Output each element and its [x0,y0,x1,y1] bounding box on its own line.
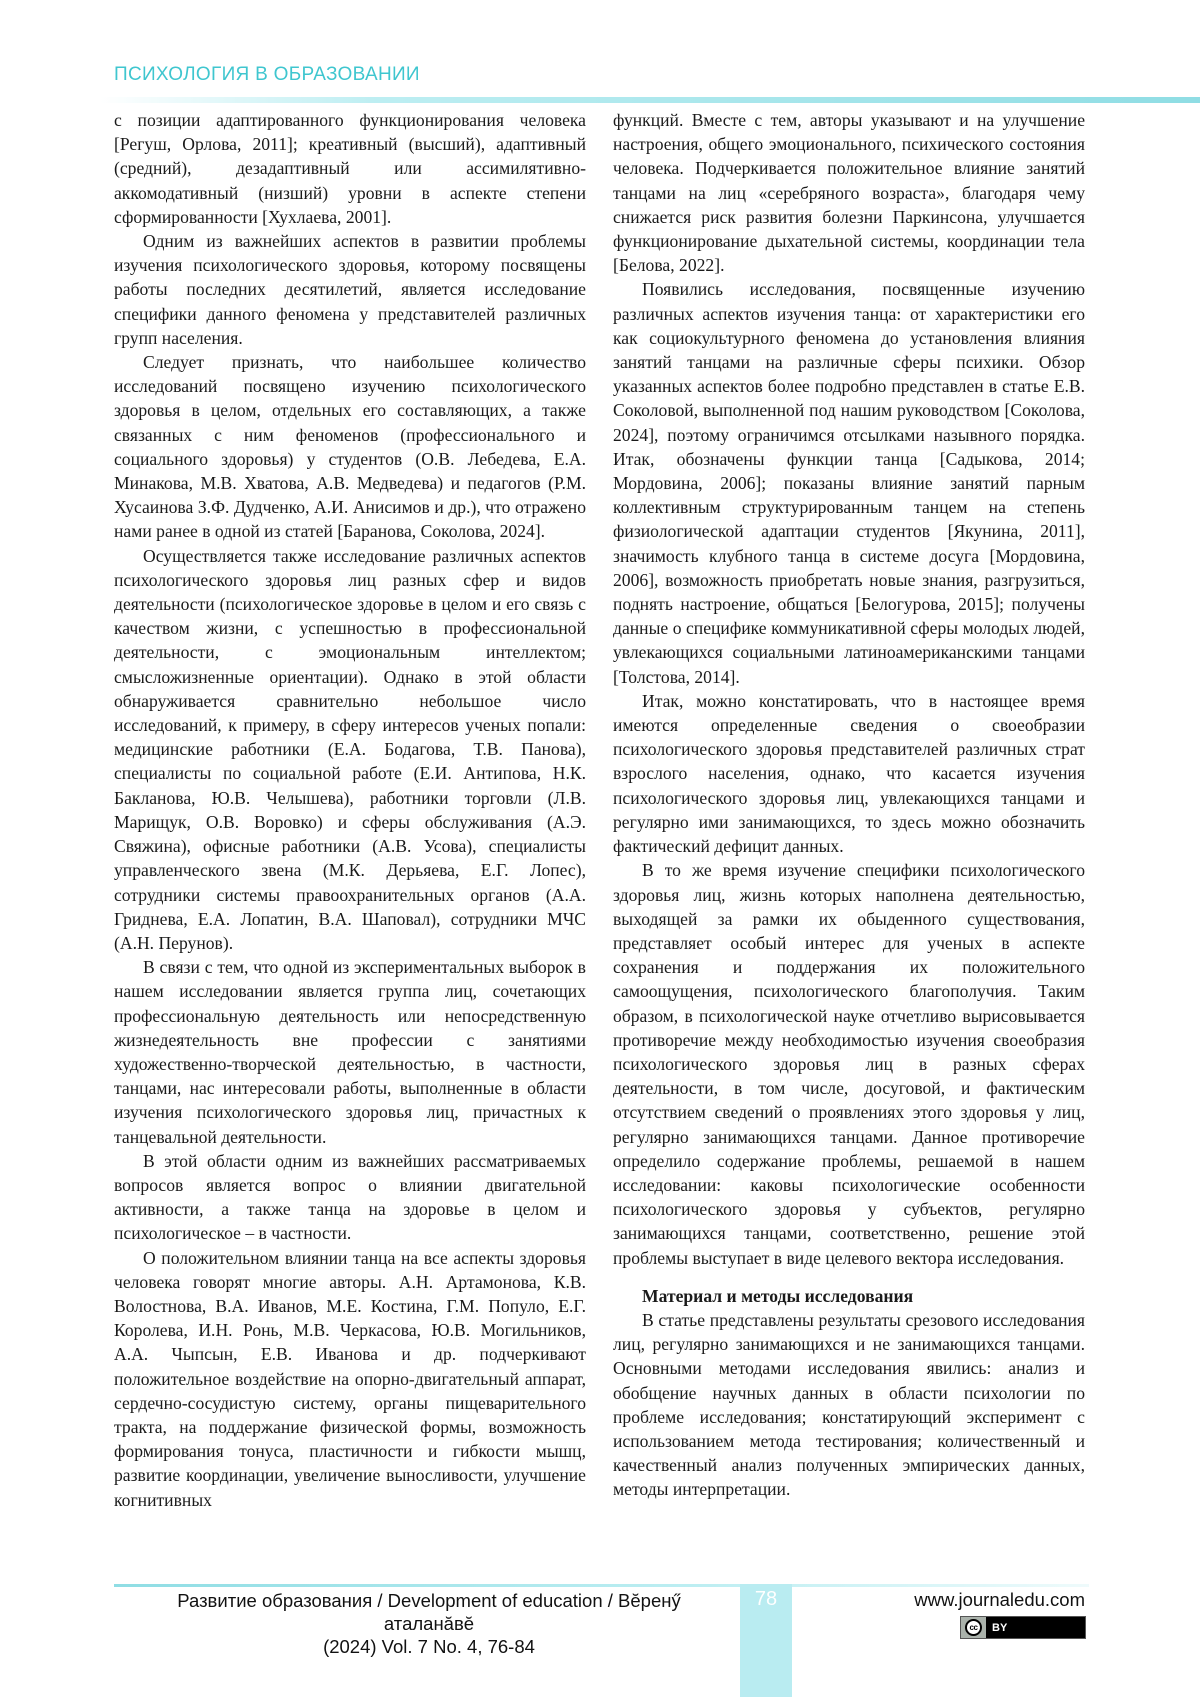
paragraph: В связи с тем, что одной из экспериментальных выборок в нашем исследовании является группа лиц, сочетающих профессиональную деятельность или непосредственную жизнедеятельность вне профессии с занятиями художественно-творческой деятельностью, в частности, танцами, нас интересовали работы, выполненные в области изучения психологического здоровья лиц, причастных к танцевальной деятельности. [114,955,586,1149]
footer-rule [114,1584,1089,1587]
cc-by-license-badge[interactable] [960,1616,1086,1639]
paragraph: В то же время изучение специфики психологического здоровья лиц, жизнь которых наполнена деятельностью, выходящей за рамки их обыденного существования, представляет особый интерес для ученых в аспекте сохранения и поддержания их положительного самоощущения, психологического благополучия. Таким образом, в психологической науке отчетливо вырисовывается противоречие между необходимостью изучения своеобразия психологического здоровья лиц в разных сферах деятельности, в том числе, досуговой, и фактическим отсутствием сведений о проявлениях этого здоровья у лиц, регулярно занимающихся танцами. Данное противоречие определило содержание проблемы, решаемой в нашем исследовании: каковы психологические особенности психологического здоровья у субъектов, регулярно занимающихся танцами, соответственно, решение этой проблемы выступает в виде целевого вектора исследования. [613,858,1085,1269]
left-column [114,108,586,1512]
paragraph: Появились исследования, посвященные изучению различных аспектов изучения танца: от характеристики его как социокультурного феномена до установления влияния занятий танцами на различные сферы психики. Обзор указанных аспектов более подробно представлен в статье Е.В. Соколовой, выполненной под нашим руководством [Соколова, 2024], поэтому ограничимся отсылками назывного порядка. Итак, обозначены функции танца [Садыкова, 2014; Мордовина, 2006]; показаны влияние занятий парным коллективным структурированным танцем на степень физиологической адаптации студентов [Якунина, 2011], значимость клубного танца в системе досуга [Мордовина, 2006], возможность приобретать новые знания, разгрузиться, поднять настроение, общаться [Белогурова, 2015]; получены данные о специфике коммуникативной сферы молодых людей, увлекающихся социальными латиноамериканскими танцами [Толстова, 2014]. [613,277,1085,688]
paragraph: с позиции адаптированного функционирования человека [Регуш, Орлова, 2011]; креативный (высший), адаптивный (средний), дезадаптивный или ассимилятивно-аккомодативный (низший) уровни в аспекте степени сформированности [Хухлаева, 2001]. [114,108,586,229]
cc-by-label: BY [992,1622,1007,1634]
paragraph: Осуществляется также исследование различных аспектов психологического здоровья лиц разных сфер и видов деятельности (психологическое здоровье в целом и его связь с качеством жизни, с успешностью в профессиональной деятельности, с эмоциональным интеллектом; смысложизненные ориентации). Однако в этой области обнаруживается сравнительно небольшое число исследований, к примеру, в сферу интересов ученых попали: медицинские работники (Е.А. Бодагова, Т.В. Панова), специалисты по социальной работе (Е.И. Антипова, Н.К. Бакланова, Ю.В. Челышева), работники торговли (Л.В. Марищук, О.В. Воровко) и сферы обслуживания (А.Э. Свяжина), офисные работники (А.В. Усова), специалисты управленческого звена (М.К. Дерьяева, Е.Г. Лопес), сотрудники системы правоохранительных органов (А.А. Гриднева, Е.А. Лопатин, В.А. Шаповал), сотрудники МЧС (А.Н. Перунов). [114,544,586,955]
paragraph: О положительном влиянии танца на все аспекты здоровья человека говорят многие авторы. А.Н. Артамонова, К.В. Волостнова, В.А. Иванов, М.Е. Костина, Г.М. Популо, Е.Г. Королева, И.Н. Ронь, М.В. Черкасова, Ю.В. Могильников, А.А. Чыпсын, Е.В. Иванова и др. подчеркивают положительное воздействие на опорно-двигательный аппарат, сердечно-сосудистую систему, органы пищеварительного тракта, на поддержание физической формы, возможность формирования тонуса, пластичности и гибкости мышц, развитие координации, увеличение выносливости, улучшение когнитивных [114,1246,586,1512]
cc-icon: cc [965,1619,982,1636]
running-head: ПСИХОЛОГИЯ В ОБРАЗОВАНИИ [114,64,420,86]
right-column [613,108,1085,1502]
section-heading: Материал и методы исследования [613,1284,1085,1308]
journal-url[interactable]: www.journaledu.com [880,1589,1085,1611]
journal-citation [134,1589,724,1658]
journal-volume: (2024) Vol. 7 No. 4, 76-84 [134,1635,724,1658]
page-number: 78 [740,1588,792,1611]
paragraph: Одним из важнейших аспектов в развитии проблемы изучения психологического здоровья, которому посвящены работы последних десятилетий, является исследование специфики данного феномена у представителей различных групп населения. [114,229,586,350]
paragraph: Итак, можно констатировать, что в настоящее время имеются определенные сведения о своеобразии психологического здоровья представителей различных страт взрослого населения, однако, что касается изучения психологического здоровья лиц, увлекающихся танцами и регулярно ими занимающихся, то здесь можно обозначить фактический дефицит данных. [613,689,1085,858]
journal-title: Развитие образования / Development of education / Вĕренӳ аталанăвĕ [134,1589,724,1635]
paragraph: В статье представлены результаты срезового исследования лиц, регулярно занимающихся и не занимающихся танцами. Основными методами исследования явились: анализ и обобщение научных данных в области психологии по проблеме исследования; констатирующий эксперимент с использованием метода тестирования; количественный и качественный анализ полученных эмпирических данных, методы интерпретации. [613,1308,1085,1502]
header-rule [100,97,1200,103]
paragraph: функций. Вместе с тем, авторы указывают и на улучшение настроения, общего эмоционального, психического состояния человека. Подчеркивается положительное влияние занятий танцами на лиц «серебряного возраста», благодаря чему снижается риск развития болезни Паркинсона, улучшается функционирование дыхательной системы, координации тела [Белова, 2022]. [613,108,1085,277]
paragraph: В этой области одним из важнейших рассматриваемых вопросов является вопрос о влиянии двигательной активности, а также танца на здоровье в целом и психологическое – в частности. [114,1149,586,1246]
cc-logo [961,1617,986,1638]
paragraph: Следует признать, что наибольшее количество исследований посвящено изучению психологического здоровья в целом, отдельных его составляющих, а также связанных с ним феноменов (профессионального и социального здоровья) у студентов (О.В. Лебедева, Е.А. Минакова, М.В. Хватова, А.В. Медведева) и педагогов (Р.М. Хусаинова З.Ф. Дудченко, А.И. Анисимов и др.), что отражено нами ранее в одной из статей [Баранова, Соколова, 2024]. [114,350,586,544]
